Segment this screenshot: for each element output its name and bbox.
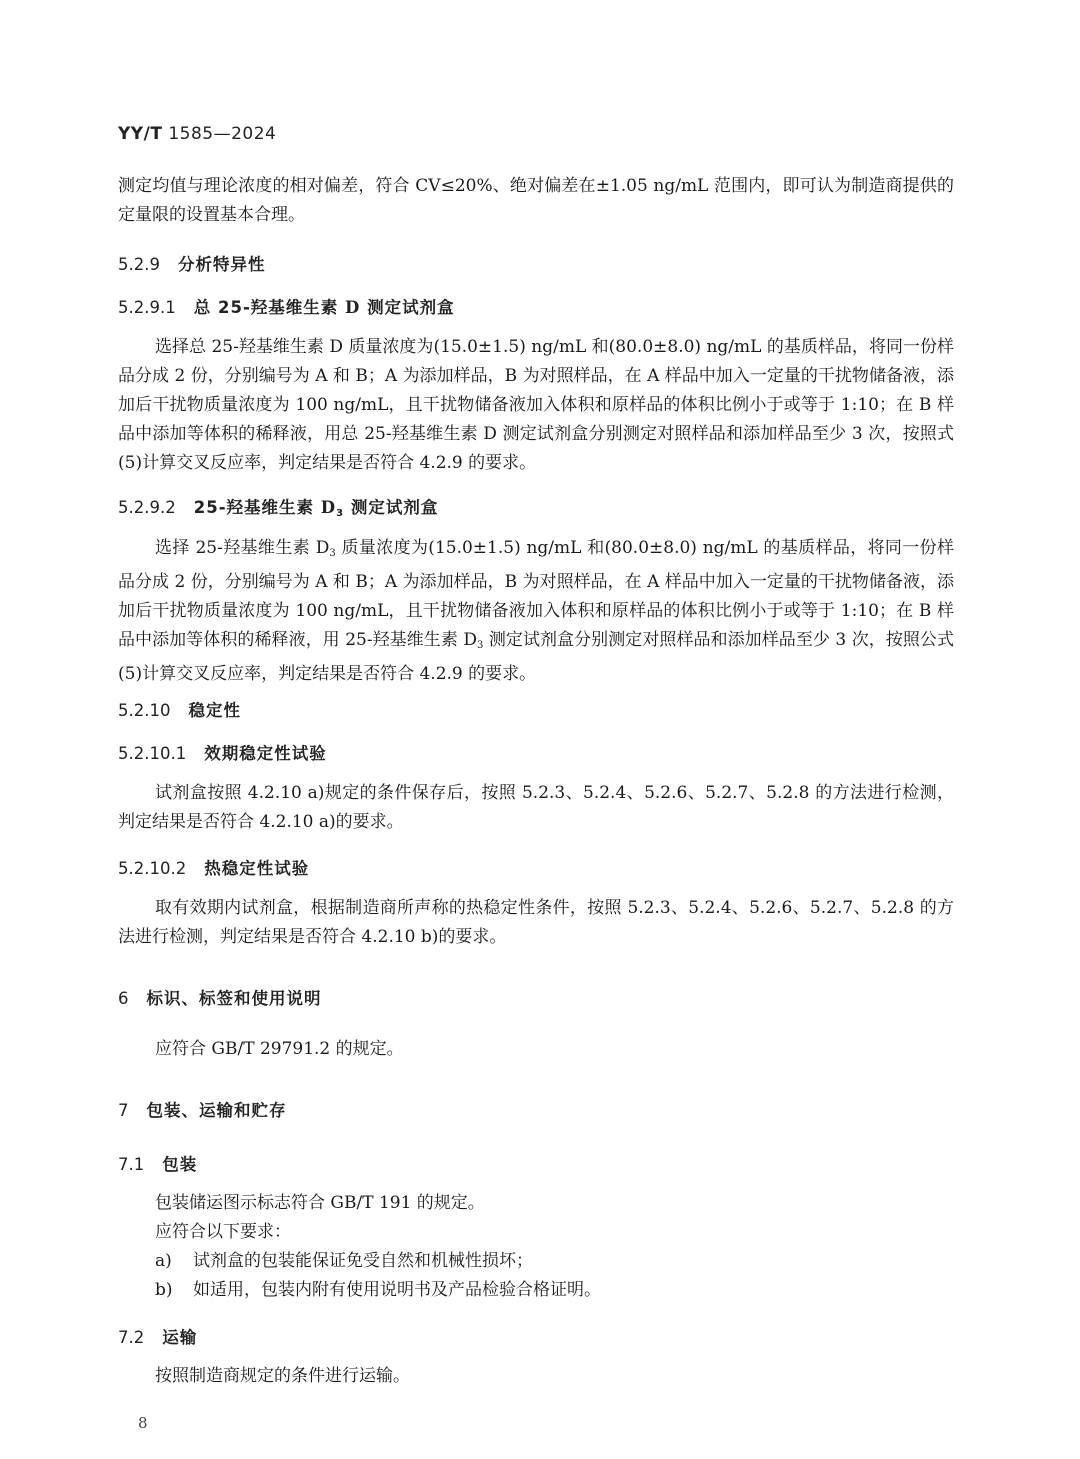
section-number: 7.1 <box>118 1155 145 1174</box>
paragraph-7-2: 按照制造商规定的条件进行运输。 <box>155 1366 410 1386</box>
paragraph-7-1-b: 应符合以下要求： <box>155 1222 291 1242</box>
heading-7-1 <box>118 1151 197 1175</box>
list-label: a) <box>155 1251 172 1271</box>
section-number: 7 <box>118 1101 129 1120</box>
section-title-part: D <box>345 298 361 317</box>
section-title: 分析特异性 <box>177 255 266 274</box>
section-title-part: 测定试剂盒 <box>344 498 439 517</box>
section-number: 6 <box>118 989 129 1008</box>
section-title-part: D <box>320 498 337 517</box>
standard-header <box>118 124 276 144</box>
section-number: 5.2.10 <box>118 701 171 720</box>
section-title: 包装、运输和贮存 <box>146 1101 287 1120</box>
text-run: 选择 25-羟基维生素 D <box>155 538 330 558</box>
heading-6 <box>118 985 322 1009</box>
heading-5-2-9-2 <box>118 494 438 519</box>
section-number: 5.2.10.1 <box>118 744 187 763</box>
list-text: 试剂盒的包装能保证免受自然和机械性损坏； <box>193 1251 533 1271</box>
intro-paragraph: 测定均值与理论浓度的相对偏差，符合 CV≤20%、绝对偏差在±1.05 ng/mL 范围内，即可认为制造商提供的定量限的设置基本合理。 <box>118 176 954 225</box>
section-title-part: 测定试剂盒 <box>360 298 455 317</box>
section-title: 热稳定性试验 <box>204 859 310 878</box>
heading-7 <box>118 1097 287 1121</box>
section-title: 运输 <box>162 1328 198 1347</box>
paragraph-7-1-a: 包装储运图示标志符合 GB/T 191 的规定。 <box>155 1193 485 1213</box>
section-number: 5.2.10.2 <box>118 859 187 878</box>
page-number: 8 <box>138 1414 148 1432</box>
section-title: 效期稳定性试验 <box>204 744 327 763</box>
heading-7-2 <box>118 1324 197 1348</box>
section-number: 5.2.9.2 <box>118 498 176 517</box>
heading-5-2-9 <box>118 251 265 275</box>
section-title-part: 总 25-羟基维生素 <box>193 298 346 317</box>
subscript: 3 <box>477 640 484 651</box>
section-number: 5.2.9 <box>118 255 160 274</box>
list-item <box>155 1276 601 1305</box>
subscript: 3 <box>329 548 336 559</box>
heading-5-2-10-1 <box>118 740 327 764</box>
list-text: 如适用，包装内附有使用说明书及产品检验合格证明。 <box>193 1280 601 1300</box>
paragraph-6: 应符合 GB/T 29791.2 的规定。 <box>155 1039 404 1059</box>
heading-5-2-10 <box>118 697 241 721</box>
paragraph-5-2-9-2 <box>118 534 954 689</box>
list-item <box>155 1247 533 1276</box>
section-number: 5.2.9.1 <box>118 298 176 317</box>
paragraph-5-2-9-1: 选择总 25-羟基维生素 D 质量浓度为(15.0±1.5) ng/mL 和(80.0±8.0) ng/mL 的基质样品，将同一份样品分成 2 份，分别编号为 A 和 B；A 为添加样品，B 为对照样品，在 A 样品中加入一定量的干扰物储备液，添加后干扰物质量浓度为 100 ng/mL，且干扰物储备液加入体积和原样品的体积比例小于或等于 1:10；在 B 样品中添加等体积的稀释液，用总 25-羟基维生素 D 测定试剂盒分别测定对照样品和添加样品至少 3 次，按照式(5)计算交叉反应率，判定结果是否符合 4.2.9 的要求。 <box>118 337 954 473</box>
heading-5-2-10-2 <box>118 855 309 879</box>
paragraph-5-2-10-1: 试剂盒按照 4.2.10 a)规定的条件保存后，按照 5.2.3、5.2.4、5.2.6、5.2.7、5.2.8 的方法进行检测，判定结果是否符合 4.2.10 a)的要求。 <box>118 783 954 832</box>
standard-code: YY/T <box>118 124 163 144</box>
section-title-part: 25-羟基维生素 <box>193 498 321 517</box>
section-title: 稳定性 <box>188 701 241 720</box>
section-title: 标识、标签和使用说明 <box>146 989 322 1008</box>
paragraph-5-2-10-2: 取有效期内试剂盒，根据制造商所声称的热稳定性条件，按照 5.2.3、5.2.4、5.2.6、5.2.7、5.2.8 的方法进行检测，判定结果是否符合 4.2.10 b)的要求。 <box>118 898 954 947</box>
heading-5-2-9-1 <box>118 294 455 318</box>
list-label: b) <box>155 1280 173 1300</box>
text-run: 测定试剂盒分别测定对照样品和添加样品至少 3 次，按照公式(5)计算交叉反应率，判定结果是否符合 4.2.9 的要求。 <box>118 630 954 684</box>
subscript: 3 <box>336 508 345 519</box>
text-run: 质量浓度为(15.0±1.5) ng/mL 和(80.0±8.0) ng/mL 的基质样品，将同一份样品分成 2 份，分别编号为 A 和 B；A 为添加样品，B 为对照样品，在 A 样品中加入一定量的干扰物储备液，添加后干扰物质量浓度为 100 ng/mL，且干扰物储备液加入体积和原样品的体积比例小于或等于 1:10；在 B 样品中添加等体积的稀释液，用 25-羟基维生素 D <box>118 538 954 650</box>
section-number: 7.2 <box>118 1328 145 1347</box>
standard-number: 1585—2024 <box>168 124 277 144</box>
section-title: 包装 <box>162 1155 198 1174</box>
